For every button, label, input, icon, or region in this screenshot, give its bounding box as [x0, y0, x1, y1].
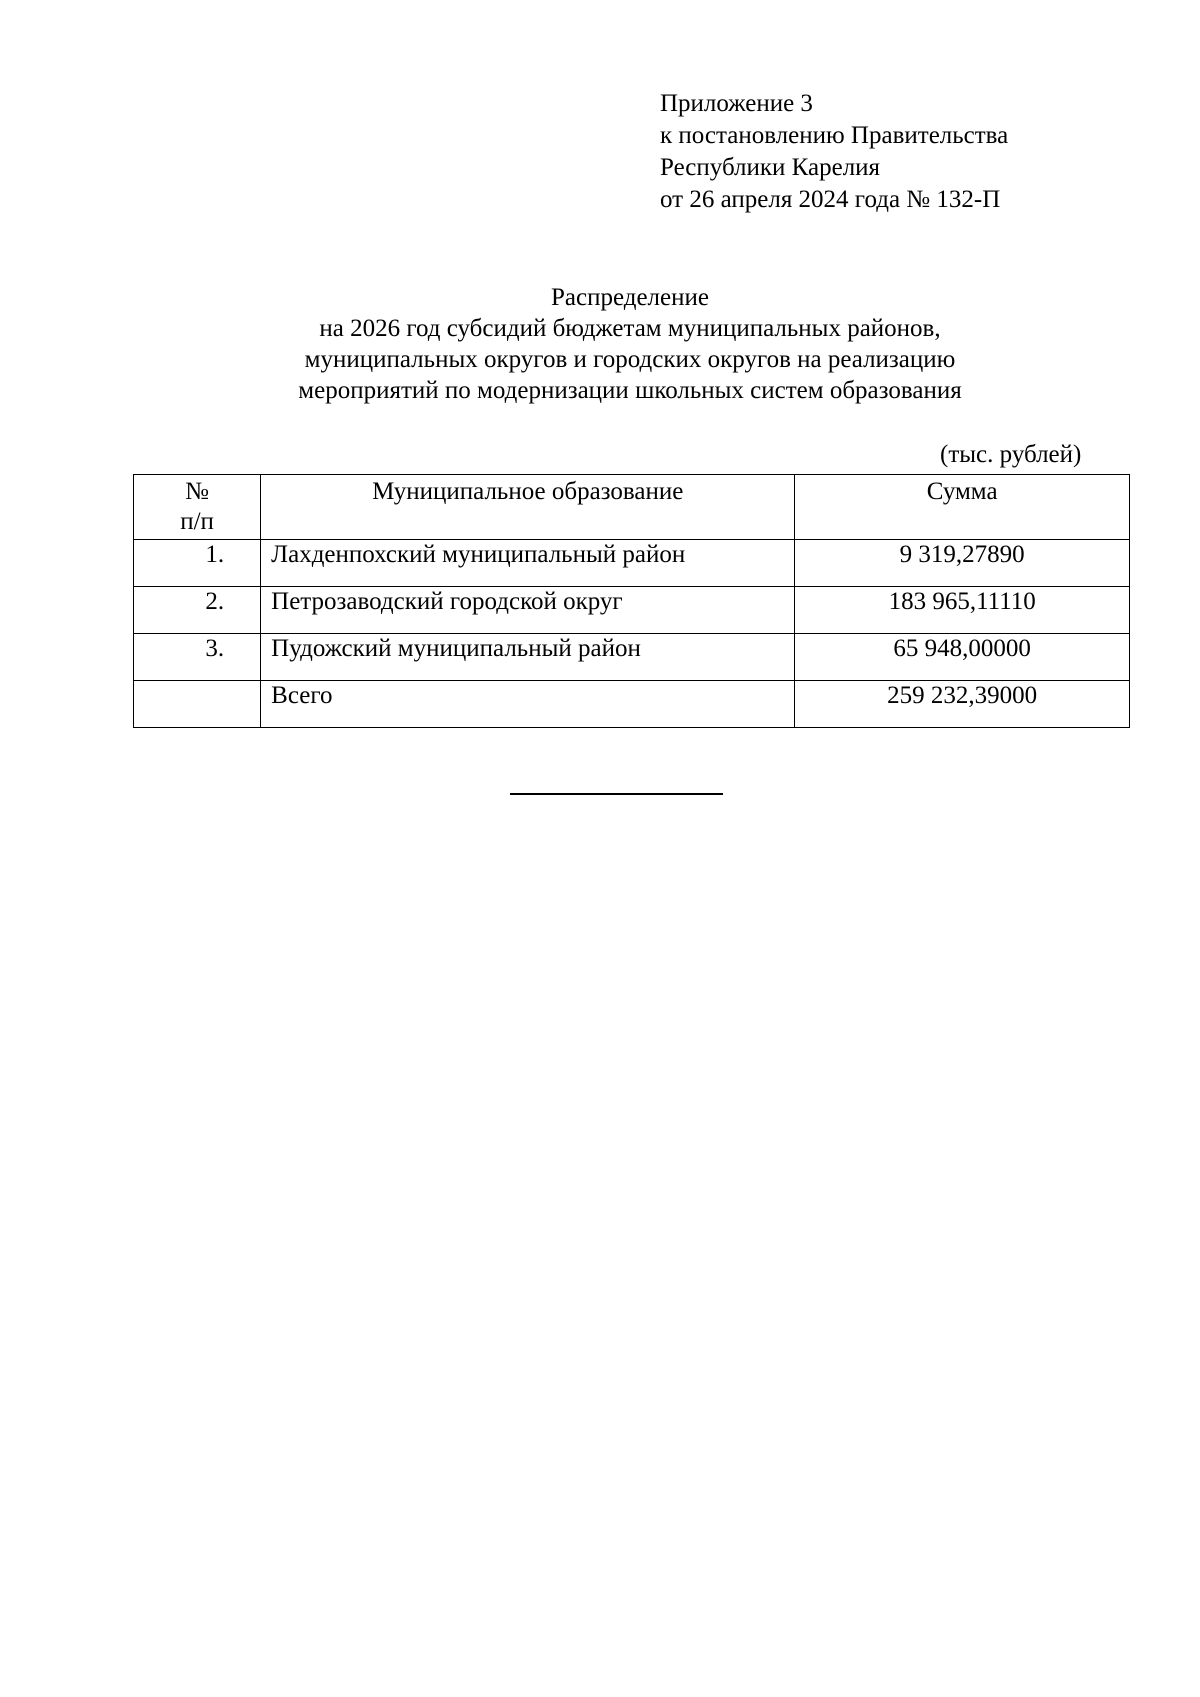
- table-row: [134, 540, 1130, 587]
- row-municipality: Пудожский муниципальный район: [261, 634, 795, 681]
- total-sum: 259 232,39000: [795, 681, 1130, 728]
- title-line: муниципальных округов и городских округов на реализацию: [304, 346, 956, 373]
- header-number: [134, 475, 261, 540]
- distribution-table: [133, 474, 1130, 728]
- header-number-symbol: №: [185, 478, 209, 505]
- appendix-line: к постановлению Правительства: [660, 122, 1009, 149]
- header-municipality: Муниципальное образование: [261, 475, 795, 540]
- table-header-row: [134, 475, 1130, 540]
- appendix-line: Республики Карелия: [660, 154, 881, 181]
- title-line: на 2026 год субсидий бюджетам муниципальных районов,: [319, 315, 941, 342]
- header-sum: Сумма: [795, 475, 1130, 540]
- table-total-row: [134, 681, 1130, 728]
- appendix-line: Приложение 3: [660, 90, 813, 117]
- document-title: [130, 282, 1130, 406]
- end-separator-line: [510, 793, 723, 795]
- row-municipality: Лахденпохский муниципальный район: [261, 540, 795, 587]
- total-number-empty: [134, 681, 261, 728]
- table-row: [134, 634, 1130, 681]
- title-line: мероприятий по модернизации школьных систем образования: [298, 377, 962, 404]
- table-row: [134, 587, 1130, 634]
- title-line: Распределение: [551, 284, 709, 311]
- row-sum: 183 965,11110: [795, 587, 1130, 634]
- header-number-abbrev: п/п: [180, 508, 214, 535]
- units-label: (тыс. рублей): [940, 441, 1082, 468]
- appendix-line: от 26 апреля 2024 года № 132-П: [660, 186, 1001, 213]
- row-municipality: Петрозаводский городской округ: [261, 587, 795, 634]
- appendix-note: [660, 88, 1008, 216]
- row-number: 2.: [134, 587, 261, 634]
- row-number: 1.: [134, 540, 261, 587]
- row-sum: 65 948,00000: [795, 634, 1130, 681]
- row-sum: 9 319,27890: [795, 540, 1130, 587]
- total-label: Всего: [261, 681, 795, 728]
- row-number: 3.: [134, 634, 261, 681]
